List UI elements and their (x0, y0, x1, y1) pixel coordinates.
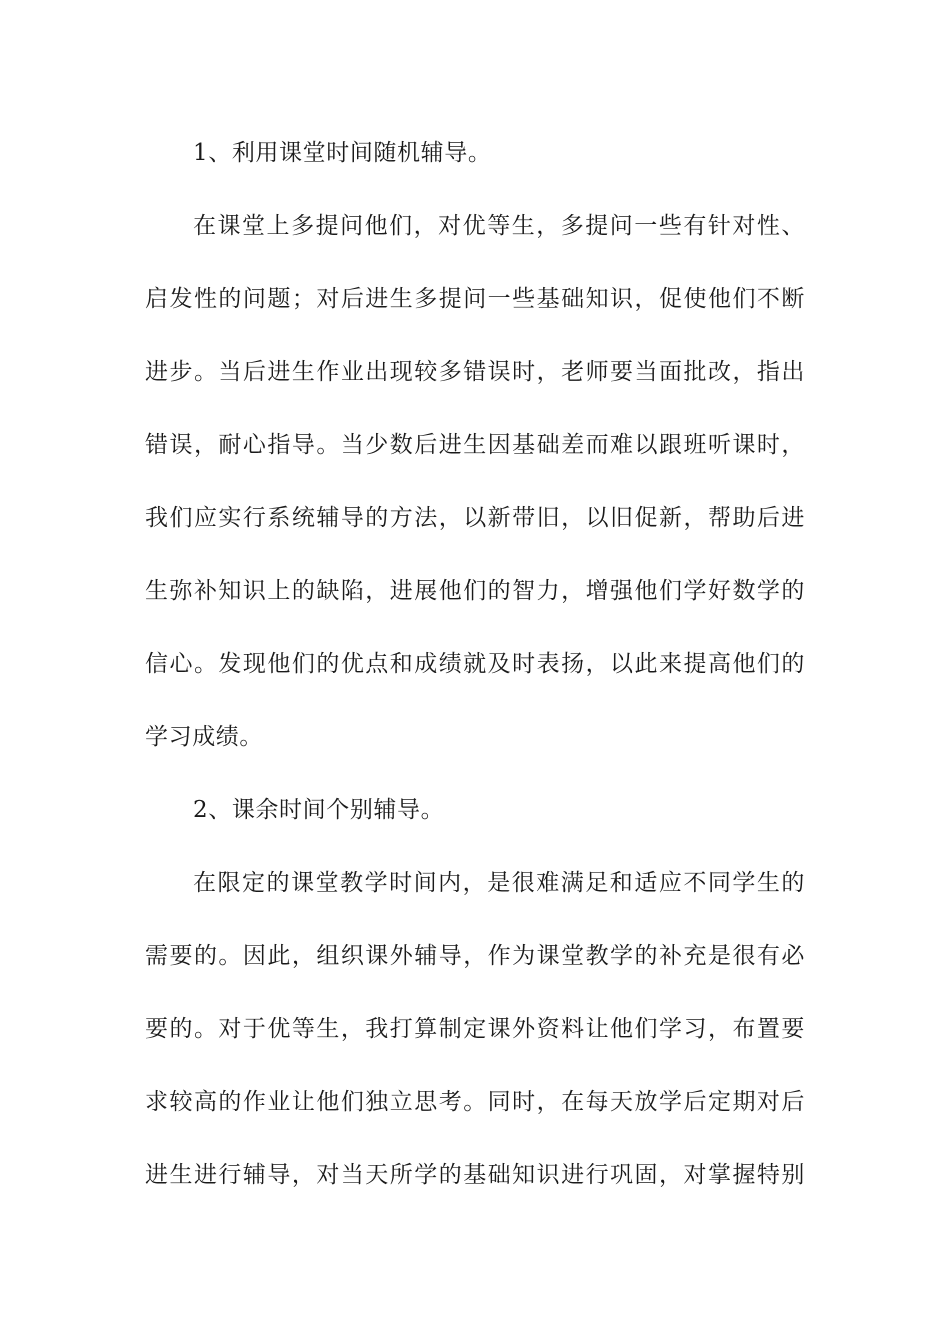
paragraph-line: 求较高的作业让他们独立思考。同时，在每天放学后定期对后 (145, 1089, 805, 1115)
paragraph-line: 在课堂上多提问他们，对优等生，多提问一些有针对性、 (193, 213, 805, 239)
paragraph-line: 学习成绩。 (145, 724, 263, 750)
paragraph-line: 进生进行辅导，对当天所学的基础知识进行巩固，对掌握特别 (145, 1162, 805, 1188)
paragraph-line: 需要的。因此，组织课外辅导，作为课堂教学的补充是很有必 (145, 943, 805, 969)
paragraph-line: 在限定的课堂教学时间内，是很难满足和适应不同学生的 (193, 870, 805, 896)
section-heading-2: 2、课余时间个别辅导。 (193, 797, 445, 823)
paragraph-line: 进步。当后进生作业出现较多错误时，老师要当面批改，指出 (145, 359, 805, 385)
paragraph-line: 要的。对于优等生，我打算制定课外资料让他们学习，布置要 (145, 1016, 805, 1042)
paragraph-line: 错误，耐心指导。当少数后进生因基础差而难以跟班听课时， (145, 432, 805, 458)
paragraph-line: 我们应实行系统辅导的方法，以新带旧，以旧促新，帮助后进 (145, 505, 805, 531)
paragraph-line: 启发性的问题；对后进生多提问一些基础知识，促使他们不断 (145, 286, 805, 312)
paragraph-line: 生弥补知识上的缺陷，进展他们的智力，增强他们学好数学的 (145, 578, 805, 604)
paragraph-line: 信心。发现他们的优点和成绩就及时表扬，以此来提高他们的 (145, 651, 805, 677)
section-heading-1: 1、利用课堂时间随机辅导。 (193, 140, 492, 166)
